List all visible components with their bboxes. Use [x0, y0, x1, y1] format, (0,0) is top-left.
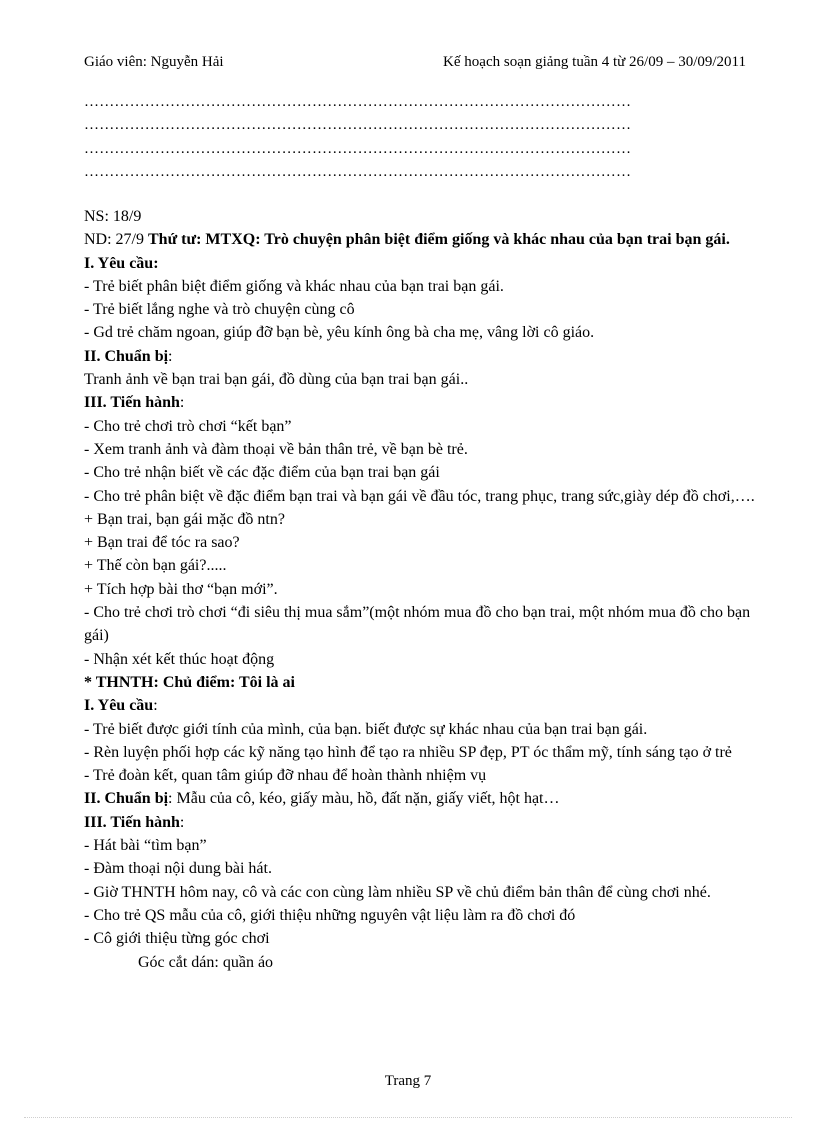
list-item: - Cho trẻ nhận biết về các đặc điểm của bạn trai bạn gái: [84, 464, 440, 482]
ns-date: NS: 18/9: [84, 208, 142, 225]
heading-colon: :: [179, 394, 185, 412]
list-item: - Cho trẻ QS mẫu của cô, giới thiệu những nguyên vật liệu làm ra đồ chơi đó: [84, 906, 576, 924]
list-item: - Giờ THNTH hôm nay, cô và các con cùng làm nhiều SP về chủ điểm bản thân để cùng chơi nhé.: [84, 883, 711, 901]
section-heading: I. Yêu cầu: [84, 697, 154, 715]
plan-title: Kế hoạch soạn giảng tuần 4 từ 26/09 – 30/09/2011: [443, 54, 746, 70]
section-heading: II. Chuẩn bị: [84, 790, 169, 808]
page-bottom-divider: [24, 1117, 792, 1118]
thnth-heading: * THNTH: Chủ điểm: Tôi là ai: [84, 673, 295, 691]
paragraph: Tranh ảnh về bạn trai bạn gái, đồ dùng của bạn trai bạn gái..: [84, 371, 469, 389]
section-heading: III. Tiến hành: [84, 813, 180, 831]
section-heading-line: [84, 345, 756, 368]
heading-colon: :: [179, 813, 185, 831]
list-item: - Gd trẻ chăm ngoan, giúp đỡ bạn bè, yêu kính ông bà cha mẹ, vâng lời cô giáo.: [84, 324, 595, 342]
section-heading-line: [84, 391, 756, 414]
page-number: Trang 7: [384, 1073, 432, 1089]
list-item: - Cho trẻ chơi trò chơi “kết bạn”: [84, 417, 292, 435]
list-item: - Cô giới thiệu từng góc chơi: [84, 930, 270, 948]
materials-text: : Mẫu của cô, kéo, giấy màu, hồ, đất nặn, giấy viết, hột hạt…: [168, 790, 560, 808]
list-item: + Bạn trai, bạn gái mặc đồ ntn?: [84, 510, 285, 528]
list-item: - Cho trẻ phân biệt về đặc điểm bạn trai và bạn gái về đầu tóc, trang phục, trang sức,giày dép đồ chơi,….: [84, 487, 755, 505]
dotted-line: ………………………………………………………………………………………………: [84, 94, 632, 110]
nd-line: [84, 228, 756, 251]
nd-date: ND: 27/9: [84, 231, 148, 249]
heading-colon: :: [153, 697, 158, 715]
list-item: - Trẻ biết lắng nghe và trò chuyện cùng cô: [84, 301, 355, 319]
list-item: - Đàm thoại nội dung bài hát.: [84, 860, 272, 878]
dotted-lines: [84, 91, 756, 184]
section-heading-line: [84, 787, 756, 810]
list-item: - Nhận xét kết thúc hoạt động: [84, 650, 275, 668]
list-item: - Trẻ biết phân biệt điểm giống và khác nhau của bạn trai bạn gái.: [84, 277, 504, 295]
list-item: + Bạn trai để tóc ra sao?: [84, 534, 240, 552]
list-item: + Thế còn bạn gái?.....: [84, 557, 227, 575]
section-heading-line: [84, 811, 756, 834]
section-heading: II. Chuẩn bị: [84, 347, 169, 365]
section-heading: III. Tiến hành: [84, 394, 180, 412]
dotted-line: ………………………………………………………………………………………………: [84, 163, 632, 180]
list-item: - Xem tranh ảnh và đàm thoại về bản thân trẻ, về bạn bè trẻ.: [84, 440, 468, 458]
heading-colon: :: [168, 347, 173, 365]
list-item: - Hát bài “tìm bạn”: [84, 837, 207, 855]
dotted-line: ………………………………………………………………………………………………: [84, 140, 632, 157]
list-item: - Trẻ biết được giới tính của mình, của bạn. biết được sự khác nhau của bạn trai bạn gái.: [84, 720, 648, 738]
lesson-title: Thứ tư: MTXQ: Trò chuyện phân biệt điểm giống và khác nhau của bạn trai bạn gái.: [148, 231, 730, 249]
list-item: + Tích hợp bài thơ “bạn mới”.: [84, 580, 278, 598]
section-heading-line: [84, 694, 756, 717]
lesson-content: [84, 205, 756, 974]
indented-item: Góc cắt dán: quần áo: [138, 953, 274, 971]
teacher-name: Giáo viên: Nguyễn Hải: [84, 54, 224, 70]
list-item: - Trẻ đoàn kết, quan tâm giúp đỡ nhau để hoàn thành nhiệm vụ: [84, 767, 487, 785]
list-item: - Cho trẻ chơi trò chơi “đi siêu thị mua sắm”(một nhóm mua đồ cho bạn trai, một nhóm mua đồ cho bạn gái): [84, 604, 751, 645]
list-item: - Rèn luyện phối hợp các kỹ năng tạo hình để tạo ra nhiều SP đẹp, PT óc thẩm mỹ, tính sáng tạo ở trẻ: [84, 743, 732, 761]
section-heading: I. Yêu cầu:: [84, 254, 159, 272]
dotted-line: ………………………………………………………………………………………………: [84, 117, 632, 134]
